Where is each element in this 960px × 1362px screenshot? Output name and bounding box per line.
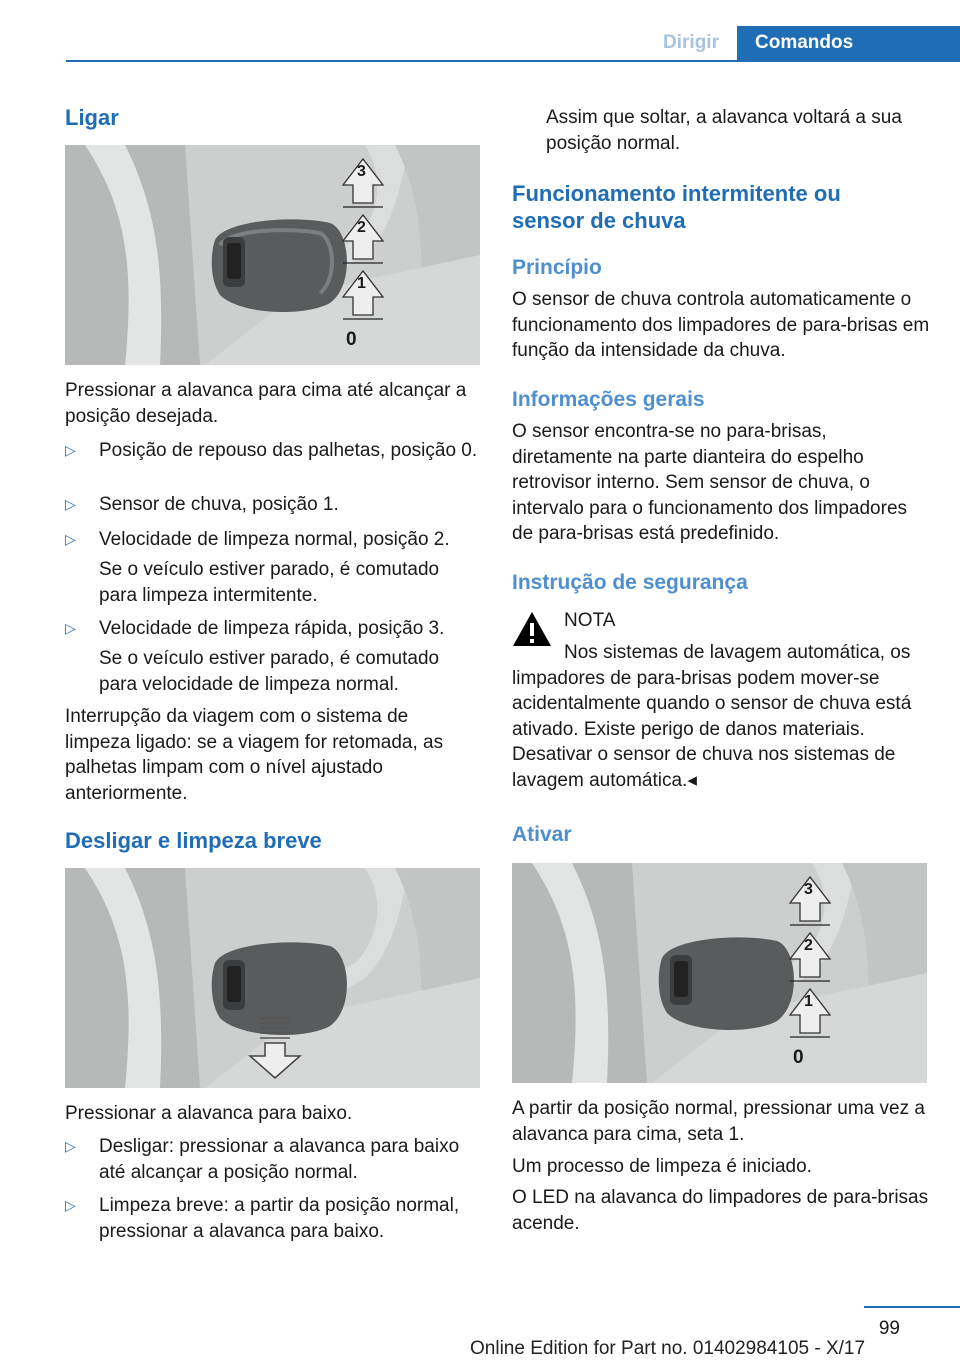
paragraph-note: Nos sistemas de lavagem automática, os limpadores de para-brisas podem mover-se acidentalmente quando o sensor de chuva está ativado. Existe perigo de danos materiais. Desativar o sensor de chuva nos sistemas de lavagem automática.◂ [512, 642, 912, 791]
page-number: 99 [878, 1318, 900, 1339]
paragraph-principio: O sensor de chuva controla automaticamente o funcionamento dos limpadores de para-brisas em função da intensidade da chuva. [512, 289, 930, 361]
heading-ligar: Ligar [65, 105, 119, 130]
triangle-bullet-icon: ▷ [65, 496, 76, 512]
heading-principio: Princípio [512, 256, 602, 279]
paragraph-ativar-1: A partir da posição normal, pressionar uma vez a alavanca para cima, seta 1. [512, 1098, 925, 1145]
bullet-subtext: Se o veículo estiver parado, é comutado para velocidade de limpeza normal. [99, 648, 440, 695]
wiper-lever-up-illustration [65, 145, 480, 365]
section-tab: Dirigir [663, 32, 719, 53]
heading-seguranca: Instrução de segurança [512, 571, 748, 594]
edition-footer: Online Edition for Part no. 01402984105 - X/17 [470, 1338, 866, 1359]
triangle-bullet-icon: ▷ [65, 531, 76, 547]
heading-funcionamento: Funcionamento intermitente ou sensor de chuva [512, 181, 841, 233]
fig-label-3: 3 [804, 881, 813, 898]
paragraph-press-up: Pressionar a alavanca para cima até alcançar a posição desejada. [65, 380, 467, 427]
fig-label-1: 1 [804, 993, 813, 1010]
triangle-bullet-icon: ▷ [65, 620, 76, 636]
footer-rule [864, 1306, 960, 1308]
fig-label-2: 2 [357, 219, 366, 236]
paragraph-interruption: Interrupção da viagem com o sistema de limpeza ligado: se a viagem for retomada, as palhetas limpam com o nível ajustado anteriormente. [65, 706, 444, 804]
fig-label-0: 0 [346, 329, 357, 350]
paragraph-ativar-3: O LED na alavanca do limpadores de para-brisas acende. [512, 1187, 929, 1234]
fig-label-3: 3 [357, 163, 366, 180]
figure-wiper-lever-down [65, 868, 480, 1088]
fig-label-2: 2 [804, 937, 813, 954]
figure-wiper-lever-up [65, 145, 480, 365]
chapter-tab: Comandos [737, 26, 960, 60]
fig-label-1: 1 [357, 275, 366, 292]
figure-wiper-lever-activate [512, 863, 927, 1083]
triangle-bullet-icon: ▷ [65, 1138, 76, 1154]
wiper-lever-activate-illustration [512, 863, 927, 1083]
triangle-bullet-icon: ▷ [65, 1197, 76, 1213]
fig-label-0: 0 [793, 1047, 804, 1068]
heading-info: Informações gerais [512, 388, 705, 411]
heading-ativar: Ativar [512, 823, 572, 846]
wiper-lever-down-illustration [65, 868, 480, 1088]
note-label: NOTA [564, 610, 616, 631]
header-rule [66, 60, 960, 62]
page-header [0, 0, 960, 62]
paragraph-info: O sensor encontra-se no para-brisas, diretamente na parte dianteira do espelho retrovisor interno. Sem sensor de chuva, o intervalo para o funcionamento dos limpadores de para-brisas está predefinido. [512, 421, 908, 544]
triangle-bullet-icon: ▷ [65, 442, 76, 458]
paragraph-release: Assim que soltar, a alavanca voltará a sua posição normal. [546, 107, 902, 154]
heading-desligar: Desligar e limpeza breve [65, 828, 322, 853]
bullet-subtext: Se o veículo estiver parado, é comutado para limpeza intermitente. [99, 559, 440, 606]
paragraph-press-down: Pressionar a alavanca para baixo. [65, 1103, 353, 1124]
paragraph-ativar-2: Um processo de limpeza é iniciado. [512, 1156, 812, 1177]
